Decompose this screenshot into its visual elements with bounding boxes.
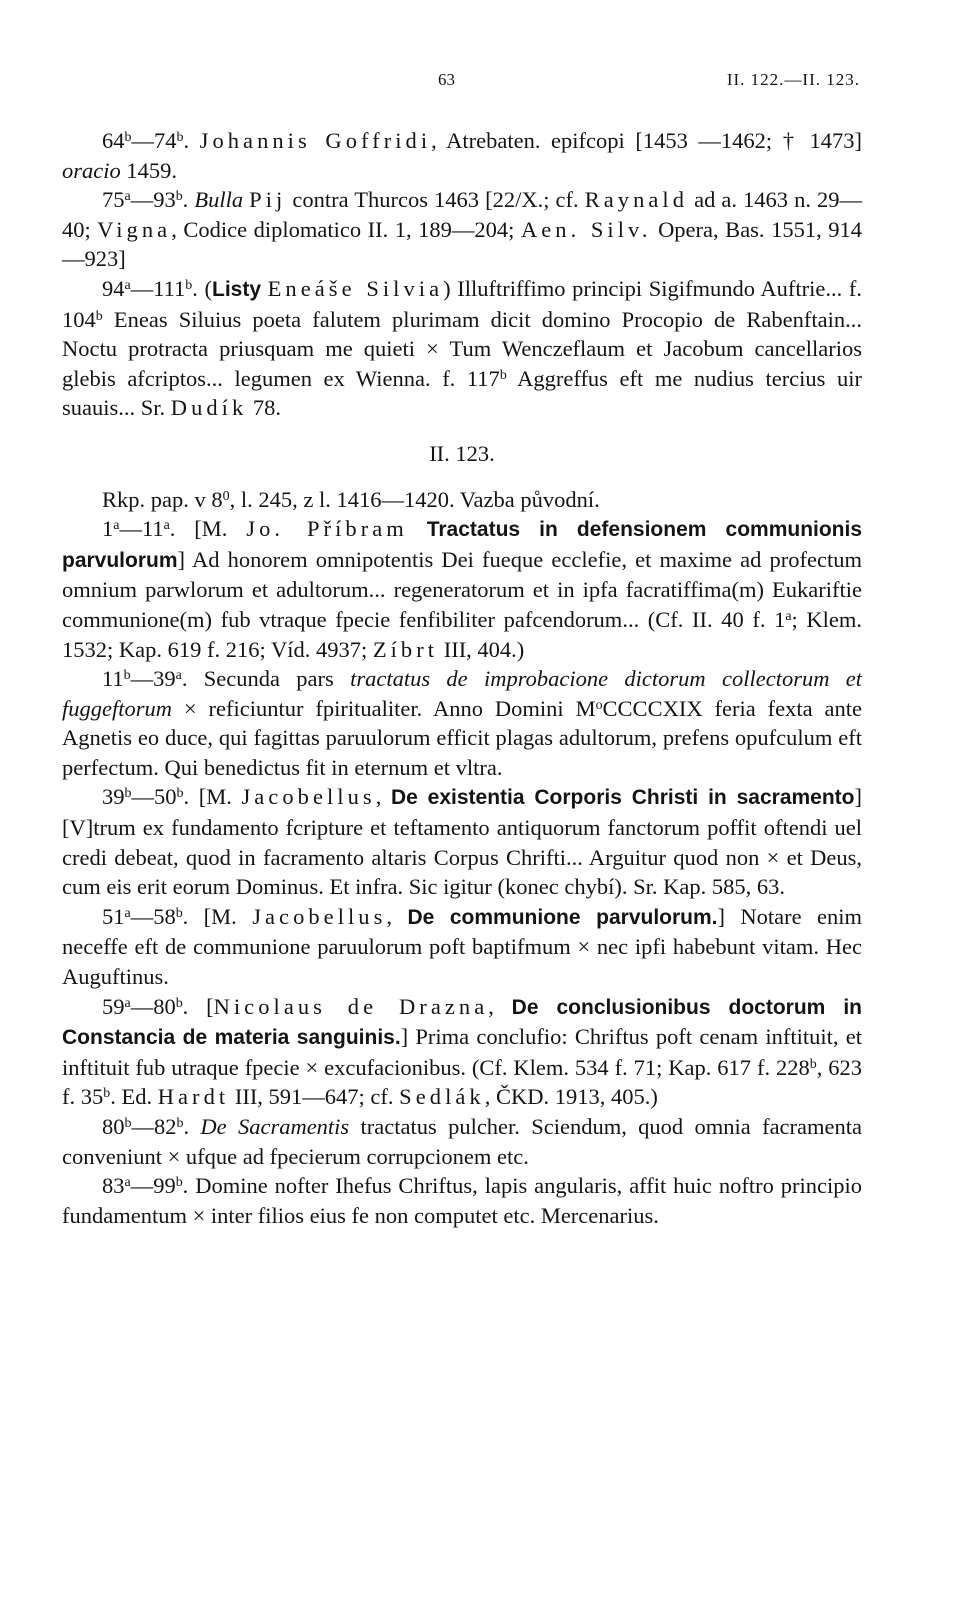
author-name: Dudík <box>170 395 248 421</box>
page-header <box>0 70 960 94</box>
entry-text: Sr. <box>140 395 166 421</box>
entry-text: ) Illuftriffimo principi Sigifmundo Auftrie... f. 104 <box>62 275 862 332</box>
folio-side: a <box>124 995 131 1011</box>
dash: — <box>131 128 154 153</box>
folio-side: a <box>163 518 170 534</box>
folio: 80 <box>153 993 176 1019</box>
author-name: Aen. Silv. <box>520 216 652 242</box>
entry-text: . Domine nofter Ihefus Chriftus, lapis angularis, affit huic noftro principio fundamentum × inter filios eius fe non computet etc. Mercenarius. <box>62 1173 862 1228</box>
folio-side: b <box>176 1116 184 1132</box>
author-name: Johannis Goffridi <box>199 128 432 153</box>
author-name: Jacobellus <box>241 784 376 810</box>
folio: 59 <box>102 993 125 1019</box>
entry-text: Rkp. pap. v 8 <box>102 486 223 512</box>
folio: 80 <box>102 1114 125 1139</box>
author-name: Nicolaus de Drazna <box>213 993 489 1019</box>
entry-text: ] [V]trum ex fundamento fcripture et teftamento antiquorum fanctorum poffit oftendi uel credi debeat, quod in facramento altaris Corpus Chrifti... Arguitur quod non × et Deus, cum eis erit eorum Dominus. Et infra. Sic igitur (konec chybí). Sr. Kap. 585, 63. <box>62 784 862 900</box>
dash: — <box>131 1114 154 1139</box>
entry-text: , Codice diplomatico II. 1, 189—204; <box>171 216 515 242</box>
entry-11 <box>62 664 862 782</box>
folio: 11 <box>141 516 164 542</box>
entry-1: 1$^a$—11$^a$. [M. Jo. Příbram Tractatus in defensionem communionis parvulorum] Ad honorem omnipotentis Dei fueque ecclefie, et maxime ad profectum omnium parwlorum et adultorum... regeneratorum et in ipfa facratiffima(m) Eukariftie communione(m) fub vtraque fpecie fenfibiliter pafcendorum... (Cf. II. 40 f. 1$^a$; Klem. 1532; Kap. 619 f. 216; Víd. 4937; Zíbrt III, 404.) <box>62 516 863 662</box>
dash: — <box>130 187 154 213</box>
entry-text: ; Klem. 1532; Kap. 619 f. 216; Víd. 4937; <box>62 606 862 662</box>
folio-side: a <box>175 668 182 684</box>
folio-side: a <box>124 1175 131 1191</box>
entry-text: ] Prima conclufio: Chriftus poft cenam inftituit, et inftituit fub utraque fpecie × excufacionibus. (Cf. Klem. 534 f. 71; Kap. 617 f. 228 <box>62 1024 863 1080</box>
entry-text: 78. <box>252 395 282 421</box>
author-name: Zíbrt <box>372 636 439 662</box>
folio: 39 <box>153 666 176 692</box>
folio-side: b <box>175 995 183 1011</box>
page-body <box>62 126 862 1230</box>
entry-text: Opera, Bas. 1551, 914—923] <box>62 216 862 272</box>
dash: — <box>130 903 154 929</box>
bracket: [M. <box>194 516 228 542</box>
bracket: [ <box>206 993 214 1019</box>
section-heading: II. 123. <box>429 440 495 466</box>
manuscript-description <box>62 485 862 515</box>
entry-text: , Atrebaten. epifcopi [1453 —1462; † 1473] <box>431 128 862 153</box>
entry-text: × reficiuntur fpiritualiter. Anno Domini M <box>183 695 596 721</box>
folio-side: b <box>176 786 184 802</box>
bold-title: De existentia Corporis Christi in sacramento <box>390 786 855 810</box>
italic-title: Bulla <box>194 187 244 213</box>
entry-59: 59$^a$—80$^b$. [Nicolaus de Drazna, De conclusionibus doctorum in Constancia de materia sanguinis.] Prima conclufio: Chriftus poft cenam inftituit, et inftituit fub utraque fpecie × excufacionibus. (Cf. Klem. 534 f. 71; Kap. 617 f. 228$^b$, 623 f. 35$^b$. Ed. Hardt III, 591—647; cf. Sedlák, ČKD. 1913, 405.) <box>62 993 863 1110</box>
folio-side: b <box>809 1056 817 1072</box>
folio-side: a <box>124 189 131 205</box>
folio: 99 <box>153 1173 176 1199</box>
author-name: Sedlák <box>399 1084 485 1110</box>
folio: 58 <box>153 903 176 929</box>
folio-side: b <box>95 308 103 324</box>
author-name: Eneáše Silvia <box>267 275 444 301</box>
entry-text: tractatus pulcher. Sciendum, quod omnia facramenta conveniunt × ufque ad fpecierum corrupcionem etc. <box>62 1114 862 1169</box>
italic-title: tractatus de improbacione dictorum collectorum et fuggeftorum <box>62 666 862 721</box>
entry-text: , l. 245, z l. 1416—1420. Vazba původní. <box>229 486 600 512</box>
entry-text: ad a. 1463 n. 29—40; <box>62 187 863 242</box>
page-number: 63 <box>438 70 455 89</box>
folio-side: b <box>176 130 184 146</box>
folio: 94 <box>102 275 125 301</box>
entry-text: , 623 f. 35 <box>62 1054 862 1110</box>
bold-title: Tractatus in defensionem communionis parvulorum <box>62 518 863 572</box>
folio-side: b <box>175 905 183 921</box>
entry-text: . Ed. <box>110 1084 153 1110</box>
entry-text: . Secunda pars <box>181 666 334 692</box>
entry-text: contra Thurcos 1463 [22/X.; cf. <box>292 187 579 213</box>
entry-94: 94$^a$—111$^b$. (Listy Eneáše Silvia) Illuftriffimo principi Sigifmundo Auftrie... f. 104$^b$ Eneas Siluius poeta falutem plurimam dicit domino Procopio de Rabenftain... Noctu protracta priusquam me quieti × Tum Wenczeflaum et Jacobum cancellarios glebis afcriptos... legumen ex Wienna. f. 117$^b$ Aggreffus eft me nudius tercius uir suauis... Sr. Dudík 78. <box>62 275 862 421</box>
dash: — <box>119 516 142 542</box>
folio: 93 <box>153 187 176 213</box>
folio-side: a <box>113 518 120 534</box>
bracket: ( <box>204 275 212 301</box>
folio-side: b <box>499 367 507 383</box>
folio-side: a <box>124 905 131 921</box>
folio: 39 <box>102 784 125 810</box>
entry-text: 1459. <box>126 157 177 183</box>
author-name: Jo. Příbram <box>246 516 408 542</box>
dash: — <box>130 275 154 301</box>
bracket: [M. <box>198 784 232 810</box>
folio-side: b <box>103 1086 111 1102</box>
folio-side: b <box>124 786 132 802</box>
entry-text: ] Notare enim neceffe eft de communione paruulorum poft baptifmum × nec ipfi habebunt vitam. Hec Auguftinus. <box>62 903 862 990</box>
entry-text: III, 404.) <box>443 636 525 662</box>
folio: 1 <box>102 516 114 542</box>
entry-text: , ČKD. 1913, 405.) <box>484 1084 658 1110</box>
entry-text: ] Ad honorem omnipotentis Dei fueque ecclefie, et maxime ad profectum omnium parwlorum et adultorum... regeneratorum et in ipfa facratiffima(m) Eukariftie communione(m) fub vtraque fpecie fenfibiliter pafcendorum... (Cf. II. 40 f. 1 <box>62 546 862 632</box>
folio-side: b <box>123 668 131 684</box>
folio-side: b <box>124 1116 132 1132</box>
entry-83 <box>62 1171 862 1230</box>
entry-text: Eneas Siluius poeta falutem plurimam dicit domino Procopio de Rabenftain... Noctu protracta priusquam me quieti × Tum Wenczeflaum et Jacobum cancellarios glebis afcriptos... legumen ex Wienna. f. 117 <box>62 306 862 391</box>
folio: 82 <box>153 1114 177 1139</box>
folio: 51 <box>102 903 125 929</box>
entry-text: CCCCXIX feria fexta ante Agnetis eo duce, qui fagittas paruulorum efficit plagas adultorum, prefens opufculum eft perfectum. Qui benedictus fit in eternum et vltra. <box>62 695 862 780</box>
entry-text: III, 591—647; cf. <box>234 1084 394 1110</box>
folio: 111 <box>153 275 186 301</box>
superscript: 0 <box>222 488 230 504</box>
author-name: Vigna <box>97 216 172 242</box>
folio: 83 <box>102 1173 125 1199</box>
bold-title: Listy <box>212 277 262 301</box>
folio-side: b <box>124 130 132 146</box>
dash: — <box>130 993 154 1019</box>
folio-side: b <box>185 278 193 293</box>
bold-title: De communione parvulorum. <box>407 905 718 929</box>
dash: — <box>131 784 154 810</box>
bold-title: De conclusionibus doctorum in Constancia de materia sanguinis. <box>62 995 863 1050</box>
entry-51: 51$^a$—58$^b$. [M. Jacobellus, De communione parvulorum.] Notare enim neceffe eft de communione paruulorum poft baptifmum × nec ipfi habebunt vitam. Hec Auguftinus. <box>62 903 862 990</box>
folio-side: a <box>785 608 792 624</box>
bracket: [M. <box>203 903 237 929</box>
dash: — <box>130 1173 154 1199</box>
folio-side: b <box>175 1175 183 1191</box>
folio: 50 <box>153 784 177 810</box>
page-range: II. 122.—II. 123. <box>726 70 860 89</box>
author-name: Jacobellus <box>252 903 387 929</box>
entry-80: 80$^b$—82$^b$. De Sacramentis tractatus pulcher. Sciendum, quod omnia facramenta conveniunt × ufque ad fpecierum corrupcionem etc. <box>62 1114 862 1169</box>
entry-text: Aggreffus eft me nudius tercius uir suauis... <box>62 365 862 421</box>
author-name: Raynald <box>584 187 689 213</box>
folio: 11 <box>102 666 124 692</box>
italic-title: oracio <box>62 157 121 183</box>
folio: 74 <box>153 128 177 153</box>
entry-75: 75$^a$—93$^b$. Bulla Pij contra Thurcos 1463 [22/X.; cf. Raynald ad a. 1463 n. 29—40; Vigna, Codice diplomatico II. 1, 189—204; Aen. Silv. Opera, Bas. 1551, 914—923] <box>62 187 863 272</box>
author-name: Hardt <box>157 1084 230 1110</box>
dash: — <box>130 666 154 692</box>
superscript: o <box>595 697 603 713</box>
folio: 64 <box>102 128 125 153</box>
entry-39: 39$^b$—50$^b$. [M. Jacobellus, De existentia Corporis Christi in sacramento] [V]trum ex fundamento fcripture et teftamento antiquorum fanctorum poffit oftendi uel credi debeat, quod in facramento altaris Corpus Chrifti... Arguitur quod non × et Deus, cum eis erit eorum Dominus. Et infra. Sic igitur (konec chybí). Sr. Kap. 585, 63. <box>62 784 862 900</box>
entry-64: 64$^b$—74$^b$. Johannis Goffridi, Atrebaten. epifcopi [1453 —1462; † 1473] oracio 1459. <box>62 128 862 183</box>
author-name: Pij <box>249 187 287 213</box>
folio-side: a <box>124 278 131 293</box>
italic-title: De Sacramentis <box>200 1114 350 1139</box>
folio: 75 <box>102 187 125 213</box>
folio-side: b <box>175 189 183 205</box>
